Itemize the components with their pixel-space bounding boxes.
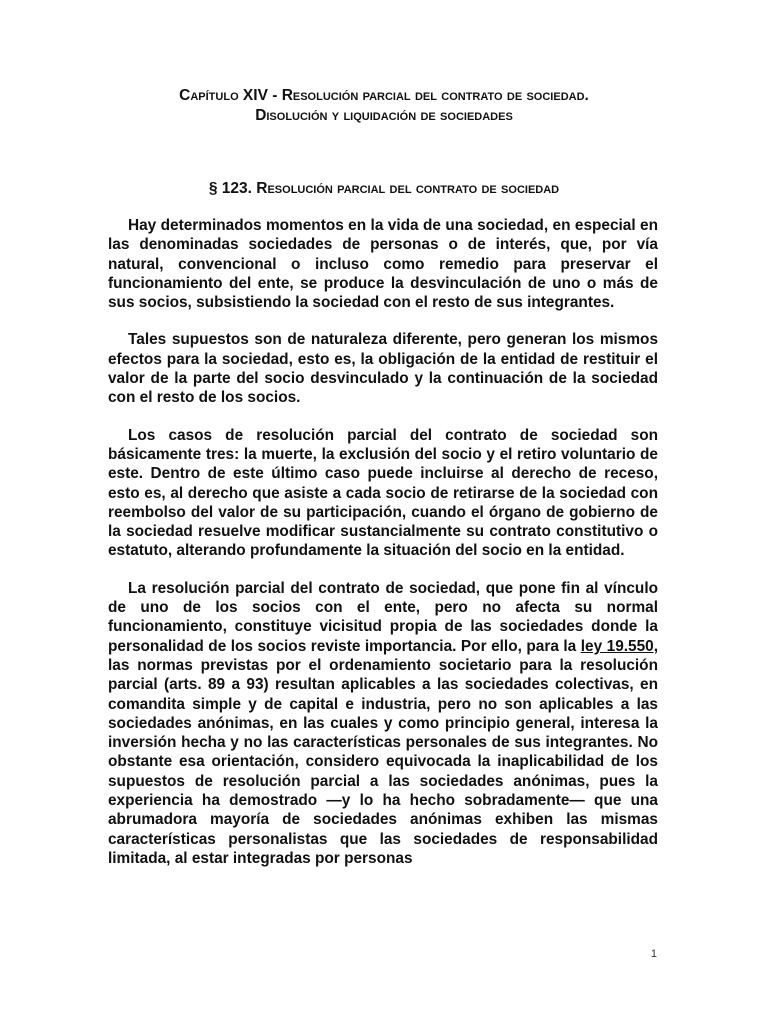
paragraph-3: Los casos de resolución parcial del contrato de sociedad son básicamente tres: la muerte, la exclusión del socio y el retiro voluntario de este. Dentro de este último caso puede incluirse al derecho de receso, esto es, al derecho que asiste a cada socio de retirarse de la sociedad con reembolso del valor de su participación, cuando el órgano de gobierno de la sociedad resuelve modificar sustancialmente su contrato constitutivo o estatuto, alterando profundamente la situación del socio en la entidad. [108,426,658,560]
paragraph-4 [108,579,658,868]
paragraph-1: Hay determinados momentos en la vida de una sociedad, en especial en las denominadas sociedades de personas o de interés, que, por vía natural, convencional o incluso como remedio para preservar el funcionamiento del ente, se produce la desvinculación de uno o más de sus socios, subsistiendo la sociedad con el resto de sus integrantes. [108,217,658,312]
section-title: § 123. Resolución parcial del contrato de sociedad [208,180,560,197]
chapter-title [60,86,708,126]
chapter-title-line-1: Capítulo XIV - Resolución parcial del contrato de sociedad. [179,87,589,104]
chapter-title-line-2: Disolución y liquidación de sociedades [255,107,513,124]
paragraph-4-text-before-link: La resolución parcial del contrato de sociedad, que pone fin al vínculo de uno de los socios con el ente, pero no afecta su normal funcionamiento, constituye vicisitud propia de las sociedades donde la personalidad de los socios reviste importancia. Por ello, para la [108,579,658,655]
page-number: 1 [650,948,657,960]
paragraph-4-text-after-link: las normas previstas por el ordenamiento societario para la resolución parcial (arts. 89 a 93) resultan aplicables a las sociedades colectivas, en comandita simple y de capital e industria, pero no son aplicables a las sociedades anónimas, en las cuales y como principio general, interesa la inversión hecha y no las características personales de sus integrantes. No obstante esa orientación, considero equivocada la inaplicabilidad de los supuestos de resolución parcial a las sociedades anónimas, pues la experiencia ha demostrado —y lo ha hecho sobradamente— que una abrumadora mayoría de sociedades anónimas exhiben las mismas características personalistas que las sociedades de responsabilidad limitada, al estar integradas por personas [108,656,658,867]
paragraph-2: Tales supuestos son de naturaleza diferente, pero generan los mismos efectos para la sociedad, esto es, la obligación de la entidad de restituir el valor de la parte del socio desvinculado y la continuación de la sociedad con el resto de los socios. [108,331,658,407]
body-text [108,216,658,886]
ley-19550-link[interactable]: ley 19.550, [580,637,658,655]
